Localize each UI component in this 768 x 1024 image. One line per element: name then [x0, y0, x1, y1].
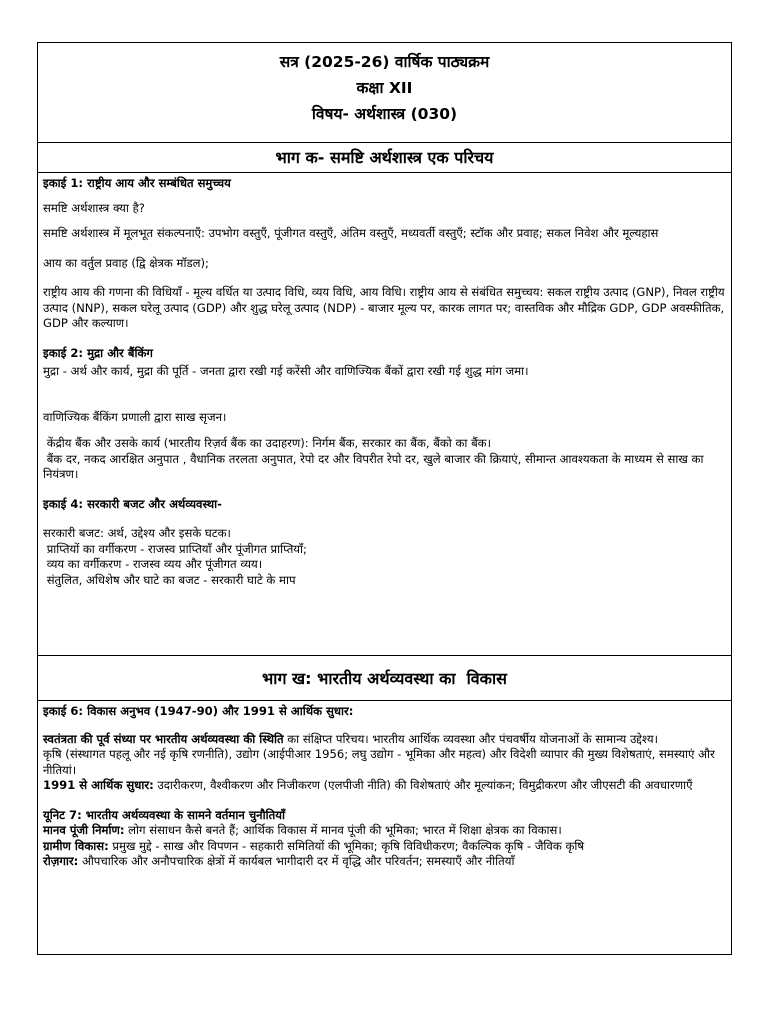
unit-4-para-3: व्यय का वर्गीकरण - राजस्व व्यय और पूंजीगत व्यय। [43, 557, 263, 571]
unit-4-title: इकाई 4: सरकारी बजट और अर्थव्यवस्था- [43, 496, 222, 511]
unit-6-para-1 [43, 732, 725, 748]
session-title: सत्र (2025-26) वार्षिक पाठ्यक्रम [279, 53, 490, 71]
part-b-heading [38, 656, 731, 701]
part-b-heading-text: भाग ख: भारतीय अर्थव्यवस्था का विकास [262, 669, 507, 688]
unit-6-para-2: कृषि (संस्थागत पहलू और नई कृषि रणनीति), उद्योग (आईपीआर 1956; लघु उद्योग - भूमिका और महत्व) और विदेशी व्यापार की मुख्य विशेषताएं, समस्याएं और नीतियां। [43, 747, 715, 777]
part-a-content [38, 176, 731, 656]
unit-7-para-3 [43, 854, 725, 870]
unit-6-para-1-bold: स्वतंत्रता की पूर्व संध्या पर भारतीय अर्थव्यवस्था की स्थिति [43, 731, 284, 746]
unit-1-para-4: राष्ट्रीय आय की गणना की विधियाँ - मूल्य वर्धित या उत्पाद विधि, व्यय विधि, आय विधि। राष्ट्रीय आय से संबंधित समुच्चय: सकल राष्ट्रीय उत्पाद (GNP), निवल राष्ट्रीय उत्पाद (NNP), सकल घरेलू उत्पाद (GDP) और शुद्ध घरेलू उत्पाद (NDP) - बाजार मूल्य पर, कारक लागत पर; वास्तविक और मौद्रिक GDP, GDP अवस्फीतिक, GDP और कल्याण। [43, 285, 725, 330]
unit-7-para-2-text: प्रमुख मुद्दे - साख और विपणन - सहकारी समितियों की भूमिका; कृषि विविधीकरण; वैकल्पिक कृषि - जैविक कृषि [108, 838, 585, 853]
unit-6-para-1-text: का संक्षिप्त परिचय। भारतीय आर्थिक व्यवस्था और पंचवर्षीय योजनाओं के सामान्य उद्देश्य। [283, 731, 658, 746]
unit-2-para-1: मुद्रा - अर्थ और कार्य, मुद्रा की पूर्ति - जनता द्वारा रखी गई करेंसी और वाणिज्यिक बैंकों द्वारा रखी गई शुद्ध मांग जमा। [43, 364, 529, 378]
unit-6-para-3 [43, 778, 725, 794]
unit-1-para-2: समष्टि अर्थशास्त्र में मूलभूत संकल्पनाएँ: उपभोग वस्तुएँ, पूंजीगत वस्तुएँ, अंतिम वस्तुएँ, मध्यवर्ती वस्तुएँ; स्टॉक और प्रवाह; सकल निवेश और मूल्यहास [43, 226, 659, 240]
part-b-content [38, 704, 731, 954]
subject-title: विषय- अर्थशास्त्र (030) [311, 105, 458, 123]
part-a-heading: भाग क- समष्टि अर्थशास्त्र एक परिचय [38, 143, 731, 173]
unit-7-para-3-bold: रोज़गार: [43, 854, 79, 868]
unit-1-para-1: समष्टि अर्थशास्त्र क्या है? [43, 200, 145, 215]
unit-2-para-2: वाणिज्यिक बैंकिंग प्रणाली द्वारा साख सृजन। [43, 409, 227, 424]
unit-4-para-1: सरकारी बजट: अर्थ, उद्देश्य और इसके घटक। [43, 526, 231, 540]
unit-7-para-1 [43, 823, 725, 839]
syllabus-table [37, 42, 732, 955]
unit-4-para-2: प्राप्तियों का वर्गीकरण - राजस्व प्राप्तियाँ और पूंजीगत प्राप्तियाँ; [43, 541, 307, 556]
unit-7-para-3-text: औपचारिक और अनौपचारिक क्षेत्रों में कार्यबल भागीदारी दर में वृद्धि और परिवर्तन; समस्याएँ और नीतियाँ [78, 854, 515, 868]
unit-2-para-4: बैंक दर, नकद आरक्षित अनुपात , वैधानिक तरलता अनुपात, रेपो दर और विपरीत रेपो दर, खुले बाजार की क्रियाएं, सीमान्त आवश्यकता के माध्यम से साख का नियंत्रण। [43, 451, 708, 481]
unit-1-para-3: आय का वर्तुल प्रवाह (द्वि क्षेत्रक मॉडल); [43, 255, 209, 270]
unit-6-para-3-text: उदारीकरण, वैश्वीकरण और निजीकरण (एलपीजी नीति) की विशेषताएं और मूल्यांकन; विमुद्रीकरण और जीएसटी की अवधारणाएँ [153, 778, 693, 792]
unit-1-title: इकाई 1: राष्ट्रीय आय और सम्बंधित समुच्चय [43, 176, 231, 190]
class-title: कक्षा XII [356, 79, 413, 97]
unit-7-para-2-bold: ग्रामीण विकास: [43, 838, 109, 853]
unit-2-para-3: केंद्रीय बैंक और उसके कार्य (भारतीय रिज़र्व बैंक का उदाहरण): निर्गम बैंक, सरकार का बैंक, बैंको का बैंक। [43, 436, 491, 450]
unit-2-title: इकाई 2: मुद्रा और बैंकिंग [43, 345, 153, 360]
unit-7-para-1-bold: मानव पूंजी निर्माण: [43, 823, 125, 837]
unit-7-title: यूनिट 7: भारतीय अर्थव्यवस्था के सामने वर्तमान चुनौतियाँ [43, 807, 285, 822]
unit-6-title: इकाई 6: विकास अनुभव (1947-90) और 1991 से आर्थिक सुधार: [43, 704, 354, 718]
unit-4-para-4: संतुलित, अधिशेष और घाटे का बजट - सरकारी घाटे के माप [43, 572, 296, 587]
unit-7-para-2 [43, 839, 725, 855]
unit-7-para-1-text: लोग संसाधन कैसे बनते हैं; आर्थिक विकास में मानव पूंजी की भूमिका; भारत में शिक्षा क्षेत्रक का विकास। [124, 823, 562, 837]
unit-6-para-3-bold: 1991 से आर्थिक सुधार: [43, 778, 154, 792]
title-block [38, 43, 731, 143]
